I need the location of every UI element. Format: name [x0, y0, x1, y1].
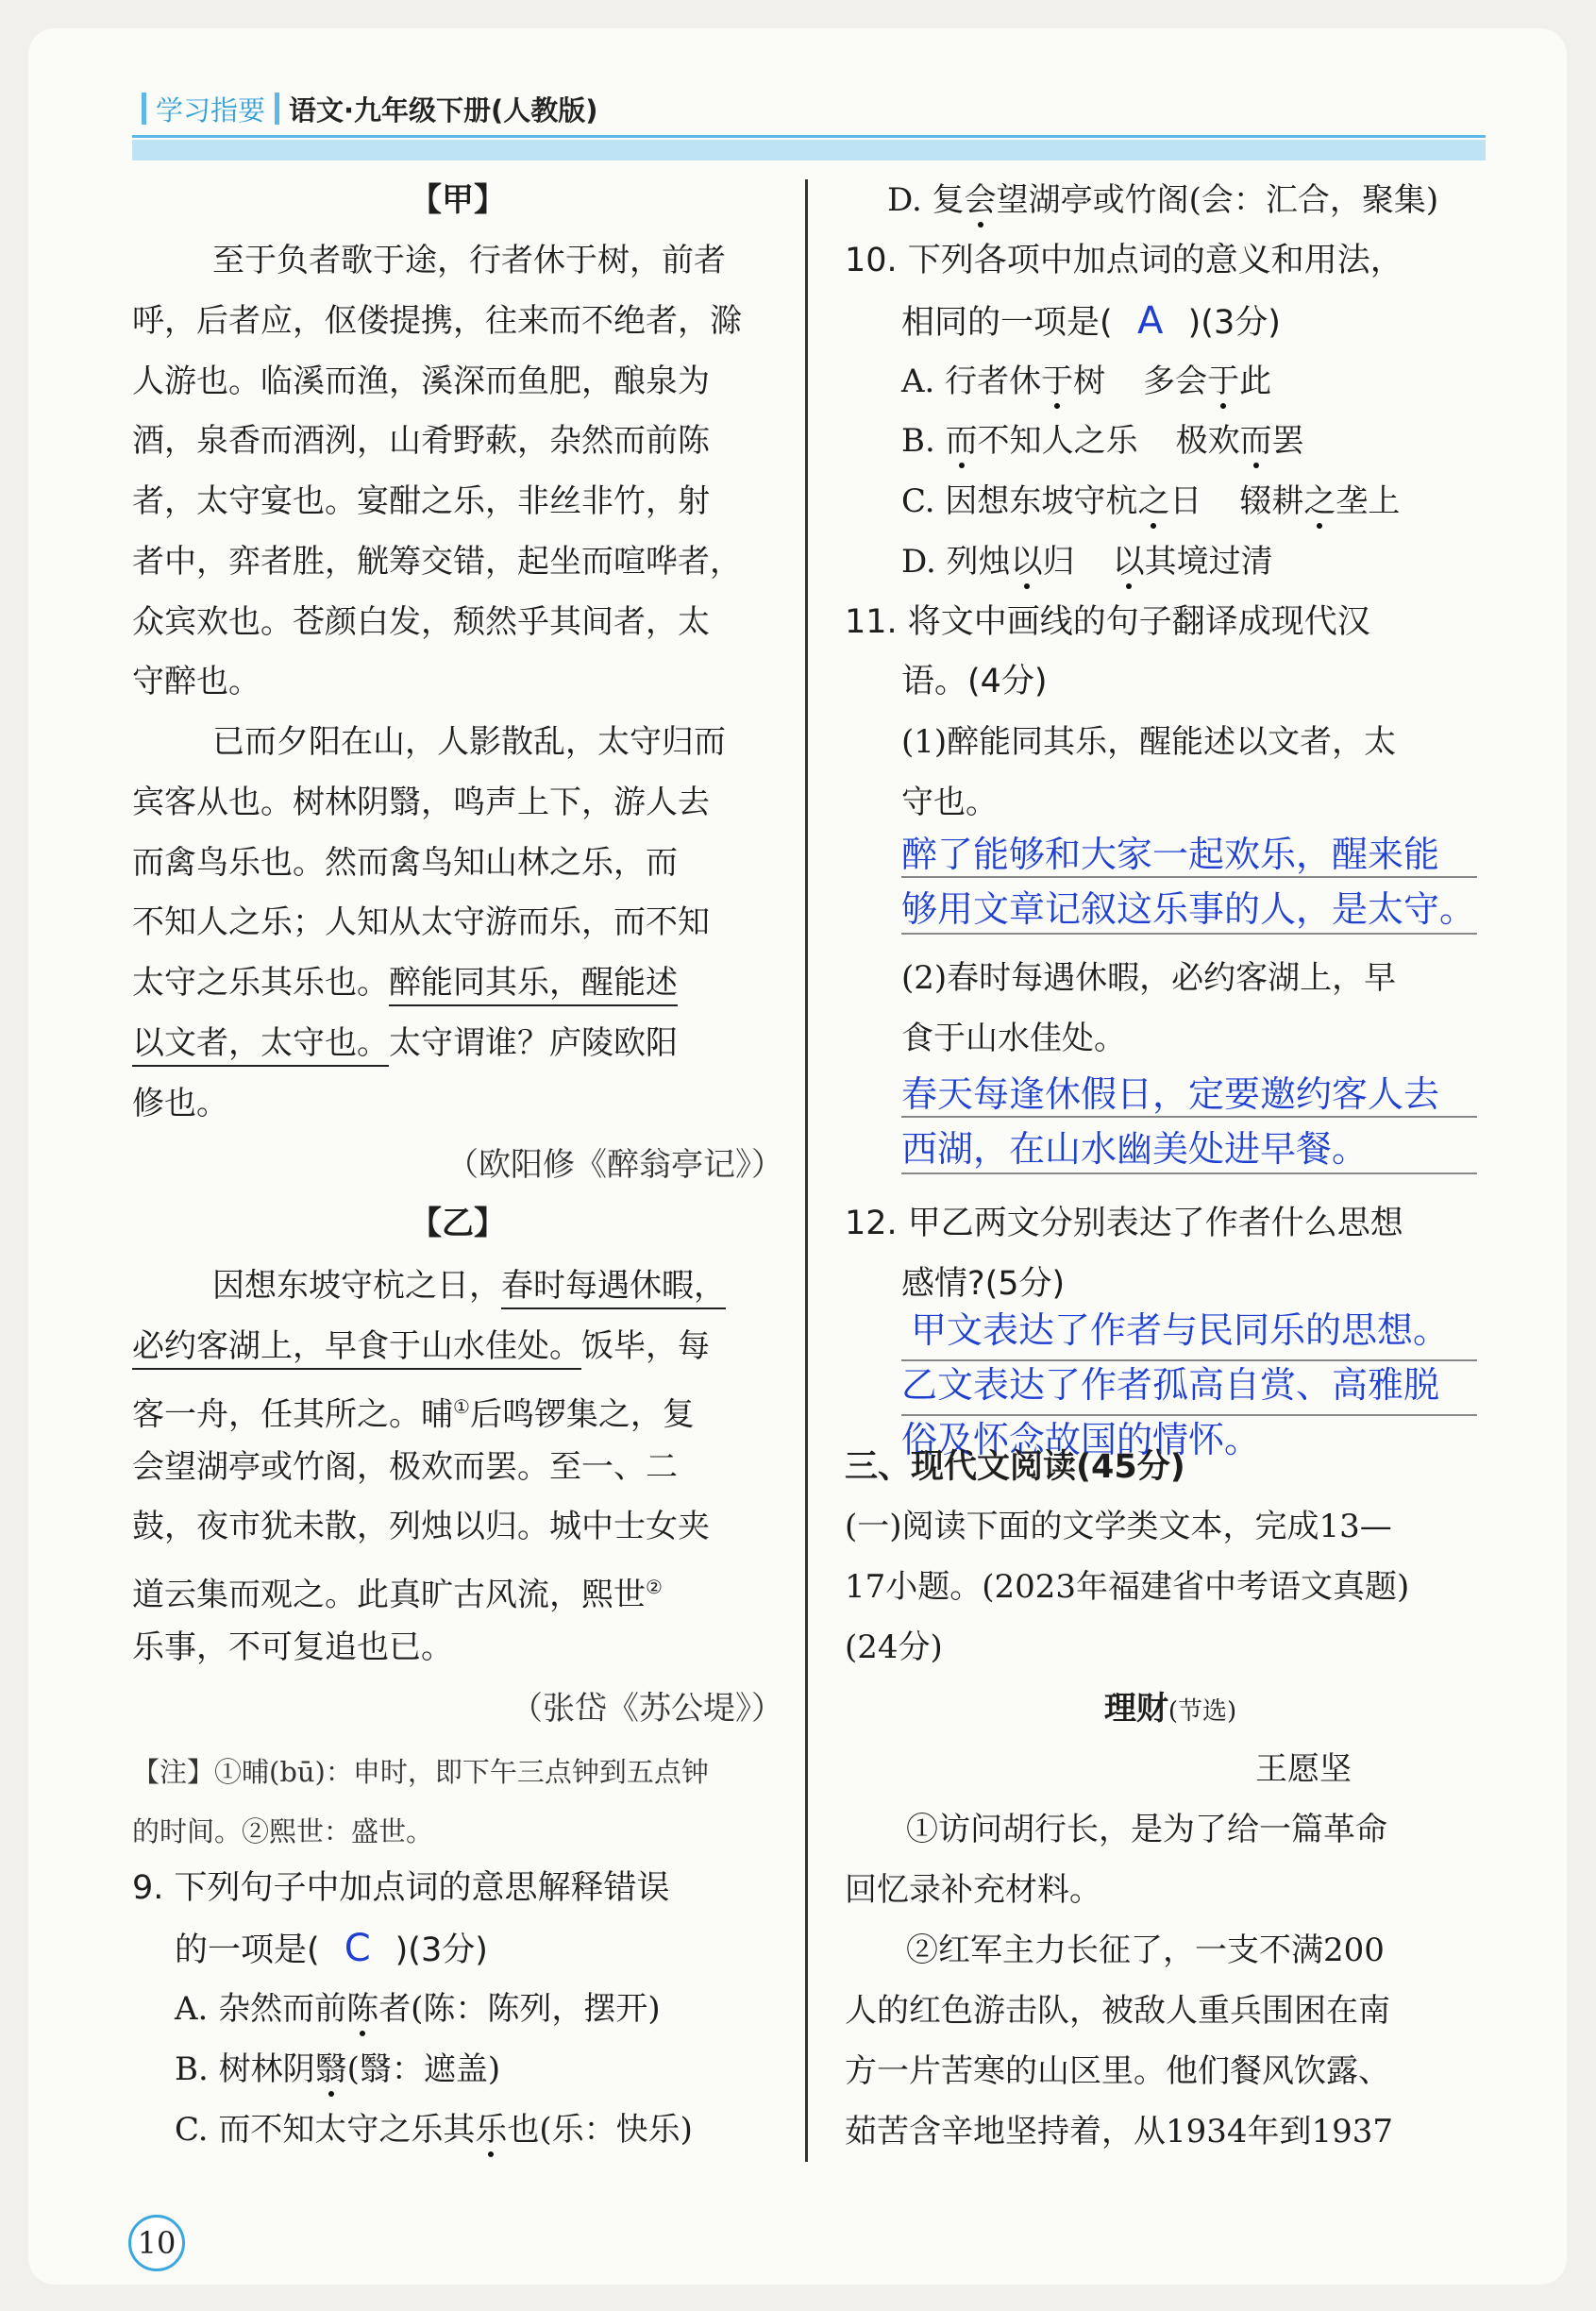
- underlined-sentence: 必约客湖上，早食于山水佳处。: [132, 1327, 581, 1370]
- answer-rule: [901, 1172, 1477, 1174]
- book-title: 语文·九年级下册(人教版): [289, 93, 598, 127]
- passage-line: 宾客从也。树林阴翳，鸣声上下，游人去: [132, 784, 710, 821]
- reading-instruction: (一)阅读下面的文学类文本，完成13—: [845, 1508, 1392, 1545]
- passage-line: [132, 1021, 678, 1066]
- question-11-stem: 语。(4分): [901, 663, 1048, 700]
- option-d: [887, 177, 1438, 223]
- article-title: 理财: [1103, 1690, 1168, 1728]
- footnote-mark: ①: [453, 1395, 470, 1418]
- stem-text: 相同的一项是(: [901, 304, 1113, 342]
- jia-heading: 【甲】: [410, 181, 506, 219]
- passage-text: 太守谓谁？庐陵欧阳: [389, 1024, 678, 1062]
- handwritten-answer: 西湖，在山水幽美处进早餐。: [901, 1128, 1369, 1170]
- passage-text: 因想东坡守杭之日，: [212, 1267, 501, 1305]
- passage-line: 不知人之乐；人知从太守游而乐，而不知: [132, 903, 710, 941]
- option-text: 者(陈：陈列，摆开): [378, 1990, 661, 2028]
- passage-text: 客一舟，任其所之。晡: [132, 1395, 453, 1434]
- option-text: D. 列烛: [901, 543, 1011, 581]
- option-b: [901, 418, 1304, 464]
- article-paragraph: 人的红色游击队，被敌人重兵围困在南: [845, 1992, 1390, 2030]
- option-text: 极欢: [1175, 422, 1240, 460]
- header-rule: [132, 135, 1486, 138]
- answer-rule: [901, 1359, 1477, 1361]
- option-text: 也(乐：快乐): [507, 2111, 693, 2149]
- underlined-sentence: 春时每遇休暇，: [501, 1267, 726, 1309]
- section-heading: 三、现代文阅读(45分): [845, 1448, 1185, 1486]
- dotted-word: 之: [1137, 482, 1170, 520]
- article-title-line: [845, 1686, 1496, 1734]
- page-number: 10: [128, 2215, 185, 2271]
- passage-line: 会望湖亭或竹阁，极欢而罢。至一、二: [132, 1448, 678, 1486]
- handwritten-answer: 醉了能够和大家一起欢乐，醒来能: [901, 834, 1440, 875]
- passage-line: 者中，弈者胜，觥筹交错，起坐而喧哗者，: [132, 543, 742, 581]
- option-text: C. 而不知太守之乐其: [175, 2111, 476, 2149]
- passage-line: 呼，后者应，伛偻提携，往来而不绝者，滁: [132, 302, 742, 340]
- passage-line: 乐事，不可复追也已。: [132, 1628, 453, 1666]
- option-text: 树: [1073, 363, 1106, 400]
- dotted-word: 以: [1112, 543, 1145, 581]
- article-paragraph: ②红军主力长征了，一支不满200: [906, 1931, 1385, 1969]
- stem-text: )(3分): [395, 1931, 488, 1969]
- option-b: [175, 2047, 500, 2092]
- passage-text: 后鸣锣集之，复: [469, 1395, 695, 1434]
- option-text: 归: [1042, 543, 1075, 581]
- option-text: 其境过清: [1144, 543, 1273, 581]
- passage-line: 鼓，夜市犹未散，列烛以归。城中士女夹: [132, 1508, 710, 1545]
- underlined-sentence: 以文者，太守也。: [132, 1024, 389, 1067]
- passage-text: 太守之乐其乐也。: [132, 964, 389, 1002]
- passage-line: 而禽鸟乐也。然而禽鸟知山林之乐，而: [132, 844, 678, 882]
- option-text: 日: [1169, 482, 1202, 520]
- option-text: (翳：遮盖): [346, 2050, 501, 2088]
- passage-line: 人游也。临溪而渔，溪深而鱼肥，酿泉为: [132, 363, 710, 400]
- option-text: 不知人之乐: [977, 422, 1138, 460]
- answer-blank: A: [1136, 299, 1164, 343]
- passage-line: 众宾欢也。苍颜白发，颓然乎其间者，太: [132, 603, 710, 641]
- option-text: C. 因想东坡守杭: [901, 482, 1138, 520]
- column-divider: [805, 179, 808, 2162]
- passage-line: [132, 1384, 695, 1437]
- option-text: 垄上: [1336, 482, 1401, 520]
- question-11-1: (1)醉能同其乐，醒能述以文者，太: [901, 723, 1397, 761]
- dotted-word: 会: [964, 181, 997, 219]
- option-text: 多会: [1143, 363, 1208, 400]
- option-text: 罢: [1271, 422, 1304, 460]
- answer-rule: [901, 1414, 1477, 1416]
- article-author: 王愿坚: [1255, 1750, 1352, 1788]
- passage-line: [132, 1324, 710, 1369]
- series-tag: 学习指要: [156, 93, 266, 127]
- dotted-word: 乐: [475, 2111, 508, 2149]
- yi-source: （张岱《苏公堤》）: [511, 1690, 783, 1728]
- option-text: 辍耕: [1239, 482, 1304, 520]
- dotted-word: 于: [1041, 363, 1074, 400]
- passage-line: 守醉也。: [132, 663, 260, 700]
- answer-rule: [901, 876, 1477, 878]
- footnote-mark: ②: [646, 1576, 663, 1598]
- passage-line: 至于负者歌于途，行者休于树，前者: [212, 242, 726, 279]
- handwritten-answer: 春天每逢休假日，定要邀约客人去: [901, 1073, 1440, 1115]
- question-12-stem: 12. 甲乙两文分别表达了作者什么思想: [845, 1205, 1403, 1242]
- option-a: [901, 359, 1271, 404]
- passage-text: 饭毕，每: [581, 1327, 710, 1365]
- article-paragraph: 方一片苦寒的山区里。他们餐风饮露、: [845, 2052, 1390, 2090]
- option-text: A. 杂然而前: [175, 1990, 347, 2028]
- question-10-stem: [901, 298, 1281, 346]
- option-c: [175, 2107, 693, 2152]
- underlined-sentence: 醉能同其乐，醒能述: [389, 964, 678, 1006]
- reading-instruction: (24分): [845, 1628, 943, 1666]
- reading-instruction: 17小题。(2023年福建省中考语文真题): [845, 1568, 1410, 1606]
- passage-line: 酒，泉香而酒洌，山肴野蔌，杂然而前陈: [132, 422, 710, 460]
- handwritten-answer: 俗及怀念故国的情怀。: [901, 1419, 1261, 1460]
- stem-text: )(3分): [1187, 304, 1281, 342]
- handwritten-answer: 够用文章记叙这乐事的人，是太守。: [901, 888, 1476, 930]
- article-paragraph: 回忆录补充材料。: [845, 1871, 1101, 1909]
- option-text: D. 复: [887, 181, 965, 219]
- option-text: B. 树林阴: [175, 2050, 315, 2088]
- header-bar-icon: [275, 93, 279, 125]
- question-11-2: (2)春时每遇休暇，必约客湖上，早: [901, 959, 1397, 997]
- option-d: [901, 539, 1273, 584]
- article-paragraph: ①访问胡行长，是为了给一篇革命: [906, 1811, 1387, 1848]
- passage-line: [212, 1263, 726, 1308]
- handwritten-answer: 甲文表达了作者与民同乐的思想。: [911, 1309, 1450, 1351]
- question-11-2: 食于山水佳处。: [901, 1020, 1126, 1057]
- passage-text: 道云集而观之。此真旷古风流，熙世: [132, 1576, 646, 1614]
- stem-text: 的一项是(: [175, 1931, 320, 1969]
- question-9-stem: 9. 下列句子中加点词的意思解释错误: [132, 1869, 670, 1907]
- article-paragraph: 茹苦含辛地坚持着，从1934年到1937: [845, 2113, 1394, 2151]
- question-11-stem: 11. 将文中画线的句子翻译成现代汉: [845, 603, 1370, 641]
- annotation-line: 【注】①晡(bū)：申时，即下午三点钟到五点钟: [132, 1756, 709, 1788]
- question-10-stem: 10. 下列各项中加点词的意义和用法，: [845, 242, 1403, 279]
- dotted-word: 陈: [346, 1990, 379, 2028]
- header-band: [132, 140, 1486, 160]
- option-text: B.: [901, 422, 946, 460]
- article-excerpt-note: (节选): [1168, 1697, 1237, 1726]
- option-text: 望湖亭或竹阁(会：汇合，聚集): [996, 181, 1439, 219]
- running-header: [132, 90, 598, 127]
- annotation-line: 的时间。②熙世：盛世。: [132, 1815, 434, 1847]
- dotted-word: 之: [1303, 482, 1336, 520]
- option-text: A. 行者休: [901, 363, 1042, 400]
- answer-rule: [901, 933, 1477, 935]
- option-a: [175, 1986, 661, 2032]
- jia-source: （欧阳修《醉翁亭记》）: [446, 1146, 783, 1184]
- dotted-word: 而: [945, 422, 978, 460]
- handwritten-answer: 乙文表达了作者孤高自赏、高雅脱: [901, 1364, 1440, 1406]
- passage-line: 修也。: [132, 1085, 228, 1122]
- passage-line: 已而夕阳在山，人影散乱，太守归而: [212, 723, 726, 761]
- passage-line: [132, 960, 678, 1005]
- answer-blank: C: [344, 1927, 371, 1970]
- dotted-word: 于: [1207, 363, 1240, 400]
- header-bar-icon: [142, 93, 146, 125]
- option-text: 此: [1239, 363, 1272, 400]
- question-11-1: 守也。: [901, 784, 998, 821]
- question-9-stem: [175, 1926, 488, 1973]
- answer-rule: [901, 1116, 1477, 1118]
- dotted-word: 以: [1010, 543, 1043, 581]
- question-12-stem: 感情?(5分): [901, 1265, 1066, 1303]
- passage-line: [132, 1564, 663, 1617]
- dotted-word: 翳: [314, 2050, 347, 2088]
- passage-line: 者，太守宴也。宴酣之乐，非丝非竹，射: [132, 482, 710, 520]
- dotted-word: 而: [1239, 422, 1272, 460]
- option-c: [901, 479, 1400, 524]
- yi-heading: 【乙】: [410, 1205, 506, 1242]
